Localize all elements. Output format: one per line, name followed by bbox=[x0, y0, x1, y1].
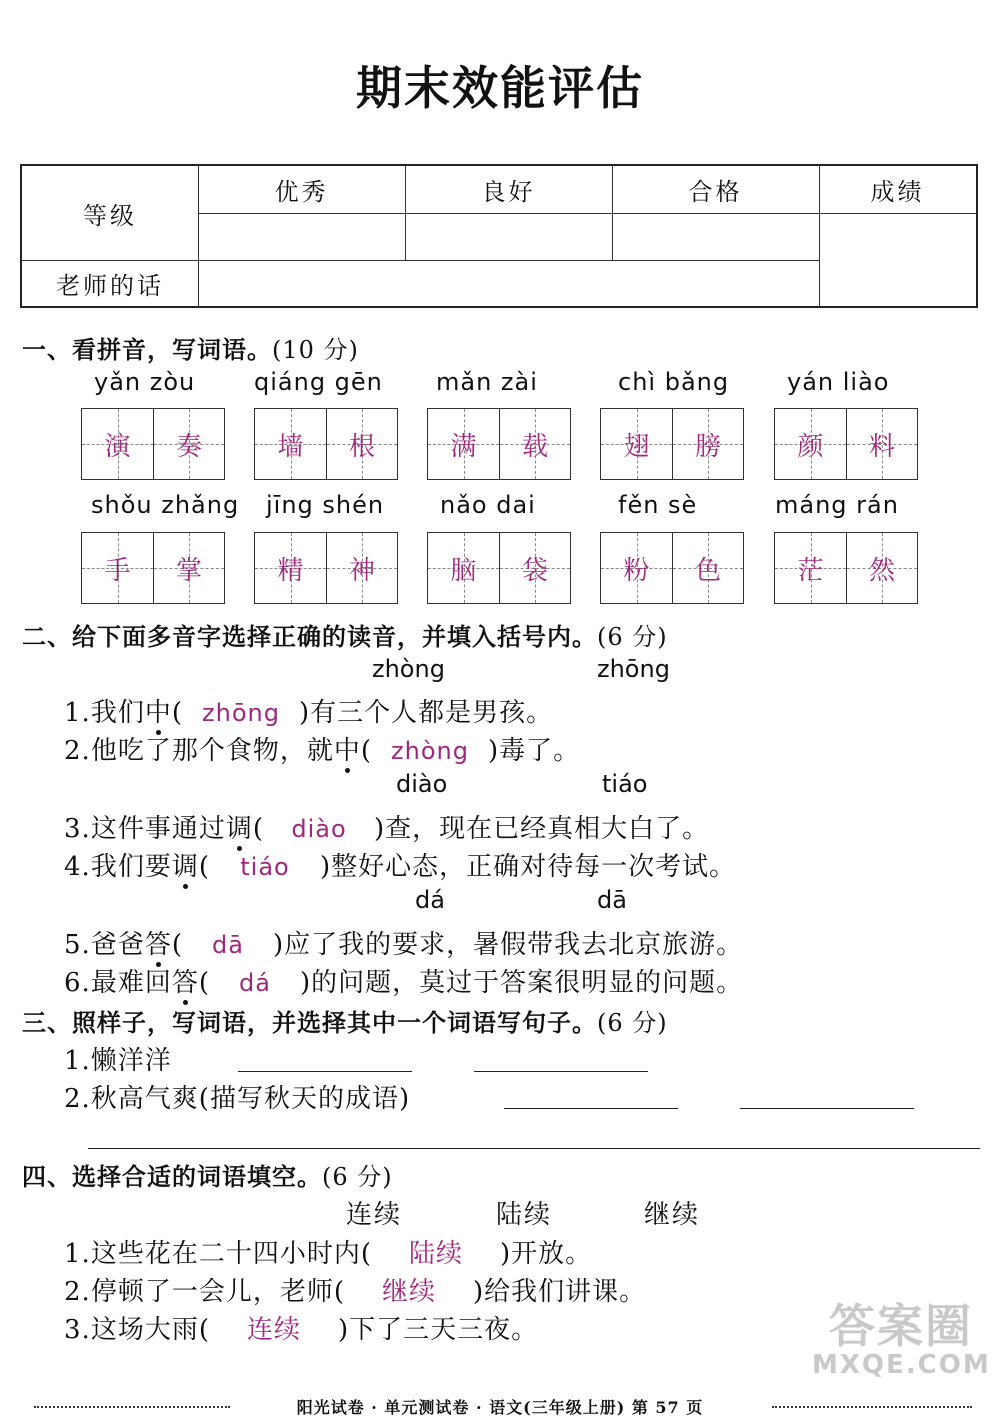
question-line bbox=[64, 1271, 646, 1308]
section-3-title: 三、照样子，写词语，并选择其中一个词语写句子。 bbox=[22, 1009, 597, 1037]
answer-blank[interactable]: 连续 bbox=[246, 1315, 301, 1345]
reading-option: dā bbox=[597, 886, 627, 914]
pinyin-label: yán liào bbox=[787, 368, 890, 396]
question-text: 停顿了一会儿，老师( bbox=[90, 1277, 345, 1307]
answer-blank[interactable]: diào bbox=[291, 815, 347, 843]
open-paren: ( bbox=[252, 814, 264, 844]
page-footer bbox=[0, 1395, 1000, 1419]
answer-line[interactable] bbox=[238, 1071, 412, 1072]
answer-char: 演 bbox=[104, 431, 131, 462]
section-4-points: (6 分) bbox=[322, 1163, 393, 1191]
page-title: 期末效能评估 bbox=[356, 61, 644, 115]
question-number: 1. bbox=[64, 1239, 91, 1269]
writing-grid[interactable] bbox=[427, 408, 571, 480]
answer-blank[interactable]: tiáo bbox=[240, 853, 290, 881]
grid-cell[interactable] bbox=[326, 409, 397, 479]
answer-char: 翅 bbox=[623, 431, 650, 462]
teacher-comment-label: 老师的话 bbox=[56, 271, 164, 300]
reading-option: dá bbox=[415, 886, 445, 914]
answer-line[interactable] bbox=[474, 1071, 648, 1072]
pinyin-label: jīng shén bbox=[266, 491, 385, 519]
grid-cell[interactable] bbox=[326, 533, 397, 603]
question-text: 最难回 bbox=[90, 968, 172, 998]
polyphone-char: 调 bbox=[226, 808, 253, 845]
writing-grid[interactable] bbox=[427, 532, 571, 604]
answer-char: 膀 bbox=[694, 431, 721, 462]
polyphone-char: 中 bbox=[334, 730, 361, 767]
question-text: )给我们讲课。 bbox=[472, 1277, 647, 1307]
pinyin-label: yǎn zòu bbox=[94, 368, 196, 396]
section-1-title: 一、看拼音，写词语。 bbox=[22, 336, 272, 364]
word-choice: 继续 bbox=[644, 1200, 701, 1230]
grid-cell[interactable] bbox=[601, 409, 672, 479]
grid-cell[interactable] bbox=[846, 409, 917, 479]
excellent-check-cell[interactable] bbox=[198, 213, 405, 260]
question-line bbox=[64, 808, 709, 845]
grid-cell[interactable] bbox=[672, 533, 743, 603]
question-text: 这些花在二十四小时内( bbox=[90, 1239, 372, 1269]
close-paren: ) bbox=[374, 814, 386, 844]
close-paren: ) bbox=[273, 930, 285, 960]
level-good: 良好 bbox=[481, 178, 536, 206]
question-text: 毒了。 bbox=[499, 736, 581, 766]
open-paren: ( bbox=[198, 968, 210, 998]
polyphone-char: 答 bbox=[172, 962, 199, 999]
question-text: 我们 bbox=[90, 698, 145, 728]
answer-blank[interactable]: 继续 bbox=[381, 1277, 436, 1307]
answer-char: 然 bbox=[868, 555, 895, 586]
polyphone-char: 答 bbox=[145, 924, 172, 961]
question-line bbox=[64, 692, 553, 729]
writing-grid[interactable] bbox=[774, 532, 918, 604]
writing-grid[interactable] bbox=[254, 408, 398, 480]
word-choice: 陆续 bbox=[496, 1200, 553, 1230]
grid-cell[interactable] bbox=[255, 409, 326, 479]
pinyin-label: shǒu zhǎng bbox=[91, 491, 240, 519]
question-number: 5. bbox=[64, 930, 91, 960]
score-cell[interactable] bbox=[819, 213, 976, 306]
question-text: 他吃了那个食物，就 bbox=[90, 736, 334, 766]
sentence-line[interactable] bbox=[88, 1148, 980, 1149]
question-line bbox=[64, 962, 743, 999]
question-number: 4. bbox=[64, 852, 91, 882]
open-paren: ( bbox=[171, 930, 183, 960]
question-line bbox=[64, 1309, 538, 1346]
answer-char: 色 bbox=[694, 555, 721, 586]
question-text: 有三个人都是男孩。 bbox=[310, 698, 554, 728]
pass-check-cell[interactable] bbox=[612, 213, 819, 260]
answer-blank[interactable]: dá bbox=[239, 969, 271, 997]
section-2-heading bbox=[22, 617, 668, 652]
answer-char: 载 bbox=[521, 431, 548, 462]
writing-grid[interactable] bbox=[81, 532, 225, 604]
writing-grid[interactable] bbox=[774, 408, 918, 480]
question-text: 的问题，莫过于答案很明显的问题。 bbox=[311, 968, 744, 998]
pinyin-label: nǎo dai bbox=[440, 491, 536, 519]
question-number: 2. bbox=[64, 1277, 91, 1307]
grid-cell[interactable] bbox=[153, 409, 224, 479]
answer-line[interactable] bbox=[504, 1108, 678, 1109]
grid-cell[interactable] bbox=[153, 533, 224, 603]
open-paren: ( bbox=[198, 852, 210, 882]
question-text: )开放。 bbox=[499, 1239, 593, 1269]
question-text: 查，现在已经真相大白了。 bbox=[385, 814, 710, 844]
question-text: 应了我的要求，暑假带我去北京旅游。 bbox=[284, 930, 744, 960]
pinyin-label: fěn sè bbox=[618, 491, 698, 519]
question-line bbox=[64, 1233, 592, 1270]
grid-cell[interactable] bbox=[82, 409, 153, 479]
pinyin-label: mǎn zài bbox=[436, 368, 538, 396]
level-pass: 合格 bbox=[688, 178, 743, 206]
open-paren: ( bbox=[171, 698, 183, 728]
grade-table bbox=[20, 164, 978, 308]
answer-char: 满 bbox=[450, 431, 477, 462]
reading-option: tiáo bbox=[602, 770, 648, 798]
word-choice: 连续 bbox=[346, 1200, 403, 1230]
polyphone-char: 调 bbox=[172, 846, 199, 883]
grid-cell[interactable] bbox=[775, 533, 846, 603]
pinyin-label: máng rán bbox=[775, 491, 899, 519]
section-4-heading bbox=[22, 1157, 393, 1192]
answer-char: 料 bbox=[868, 431, 895, 462]
grid-cell[interactable] bbox=[82, 533, 153, 603]
grid-cell[interactable] bbox=[499, 533, 570, 603]
answer-char: 手 bbox=[104, 555, 131, 586]
answer-line[interactable] bbox=[740, 1108, 914, 1109]
close-paren: ) bbox=[488, 736, 500, 766]
answer-char: 神 bbox=[348, 555, 375, 586]
question-number: 3. bbox=[64, 1315, 91, 1345]
writing-grid[interactable] bbox=[600, 532, 744, 604]
open-paren: ( bbox=[360, 736, 372, 766]
question-text: 我们要 bbox=[90, 852, 172, 882]
answer-char: 掌 bbox=[175, 555, 202, 586]
answer-char: 袋 bbox=[521, 555, 548, 586]
section-2-title: 二、给下面多音字选择正确的读音，并填入括号内。 bbox=[22, 623, 597, 651]
question-text: 整好心态，正确对待每一次考试。 bbox=[331, 852, 737, 882]
writing-grid[interactable] bbox=[254, 532, 398, 604]
question-line bbox=[64, 924, 743, 961]
question-text: 这件事通过 bbox=[90, 814, 226, 844]
question-text: )下了三天三夜。 bbox=[337, 1315, 539, 1345]
grid-cell[interactable] bbox=[428, 533, 499, 603]
section-4-title: 四、选择合适的词语填空。 bbox=[22, 1163, 322, 1191]
watermark-url: MXQE.COM bbox=[812, 1350, 991, 1380]
section-2-points: (6 分) bbox=[597, 623, 668, 651]
question-line: 1.懒洋洋 bbox=[64, 1046, 172, 1076]
section-3-heading bbox=[22, 1003, 668, 1038]
question-number: 6. bbox=[64, 968, 91, 998]
pinyin-label: chì bǎng bbox=[618, 368, 730, 396]
answer-char: 脑 bbox=[450, 555, 477, 586]
question-line bbox=[64, 730, 580, 767]
question-line bbox=[64, 846, 736, 883]
watermark-logo bbox=[812, 1290, 990, 1400]
grid-cell[interactable] bbox=[775, 409, 846, 479]
answer-char: 墙 bbox=[277, 431, 304, 462]
answer-char: 颜 bbox=[797, 431, 824, 462]
footer-text: 阳光试卷 · 单元测试卷 · 语文(三年级上册) 第 57 页 bbox=[296, 1398, 704, 1417]
score-label: 成绩 bbox=[870, 178, 925, 206]
reading-option: zhōng bbox=[597, 655, 670, 683]
teacher-comment-cell[interactable] bbox=[198, 260, 819, 306]
close-paren: ) bbox=[299, 698, 311, 728]
answer-blank[interactable]: zhōng bbox=[202, 699, 280, 727]
section-3-points: (6 分) bbox=[597, 1009, 668, 1037]
question-number: 3. bbox=[64, 814, 91, 844]
section-1-heading bbox=[22, 330, 359, 365]
answer-char: 茫 bbox=[797, 555, 824, 586]
grid-cell[interactable] bbox=[499, 409, 570, 479]
close-paren: ) bbox=[300, 968, 312, 998]
question-number: 1. bbox=[64, 698, 91, 728]
polyphone-char: 中 bbox=[145, 692, 172, 729]
close-paren: ) bbox=[320, 852, 332, 882]
reading-option: diào bbox=[396, 770, 448, 798]
watermark-text: 答案圈 bbox=[829, 1299, 973, 1353]
level-excellent: 优秀 bbox=[274, 178, 329, 206]
answer-blank[interactable]: zhòng bbox=[391, 737, 469, 765]
good-check-cell[interactable] bbox=[405, 213, 612, 260]
answer-char: 奏 bbox=[175, 431, 202, 462]
grid-cell[interactable] bbox=[428, 409, 499, 479]
answer-blank[interactable]: dā bbox=[212, 931, 244, 959]
question-line: 2.秋高气爽(描写秋天的成语) bbox=[64, 1084, 411, 1114]
answer-char: 精 bbox=[277, 555, 304, 586]
question-text: 爸爸 bbox=[90, 930, 145, 960]
grade-label: 等级 bbox=[83, 201, 137, 230]
section-1-points: (10 分) bbox=[272, 336, 359, 364]
answer-char: 根 bbox=[348, 431, 375, 462]
answer-char: 粉 bbox=[623, 555, 650, 586]
writing-grid[interactable] bbox=[600, 408, 744, 480]
grid-cell[interactable] bbox=[255, 533, 326, 603]
pinyin-label: qiáng gēn bbox=[254, 368, 383, 396]
question-number: 2. bbox=[64, 736, 91, 766]
writing-grid[interactable] bbox=[81, 408, 225, 480]
grid-cell[interactable] bbox=[672, 409, 743, 479]
reading-option: zhòng bbox=[372, 655, 445, 683]
grid-cell[interactable] bbox=[846, 533, 917, 603]
answer-blank[interactable]: 陆续 bbox=[408, 1239, 463, 1269]
question-text: 这场大雨( bbox=[90, 1315, 210, 1345]
grid-cell[interactable] bbox=[601, 533, 672, 603]
